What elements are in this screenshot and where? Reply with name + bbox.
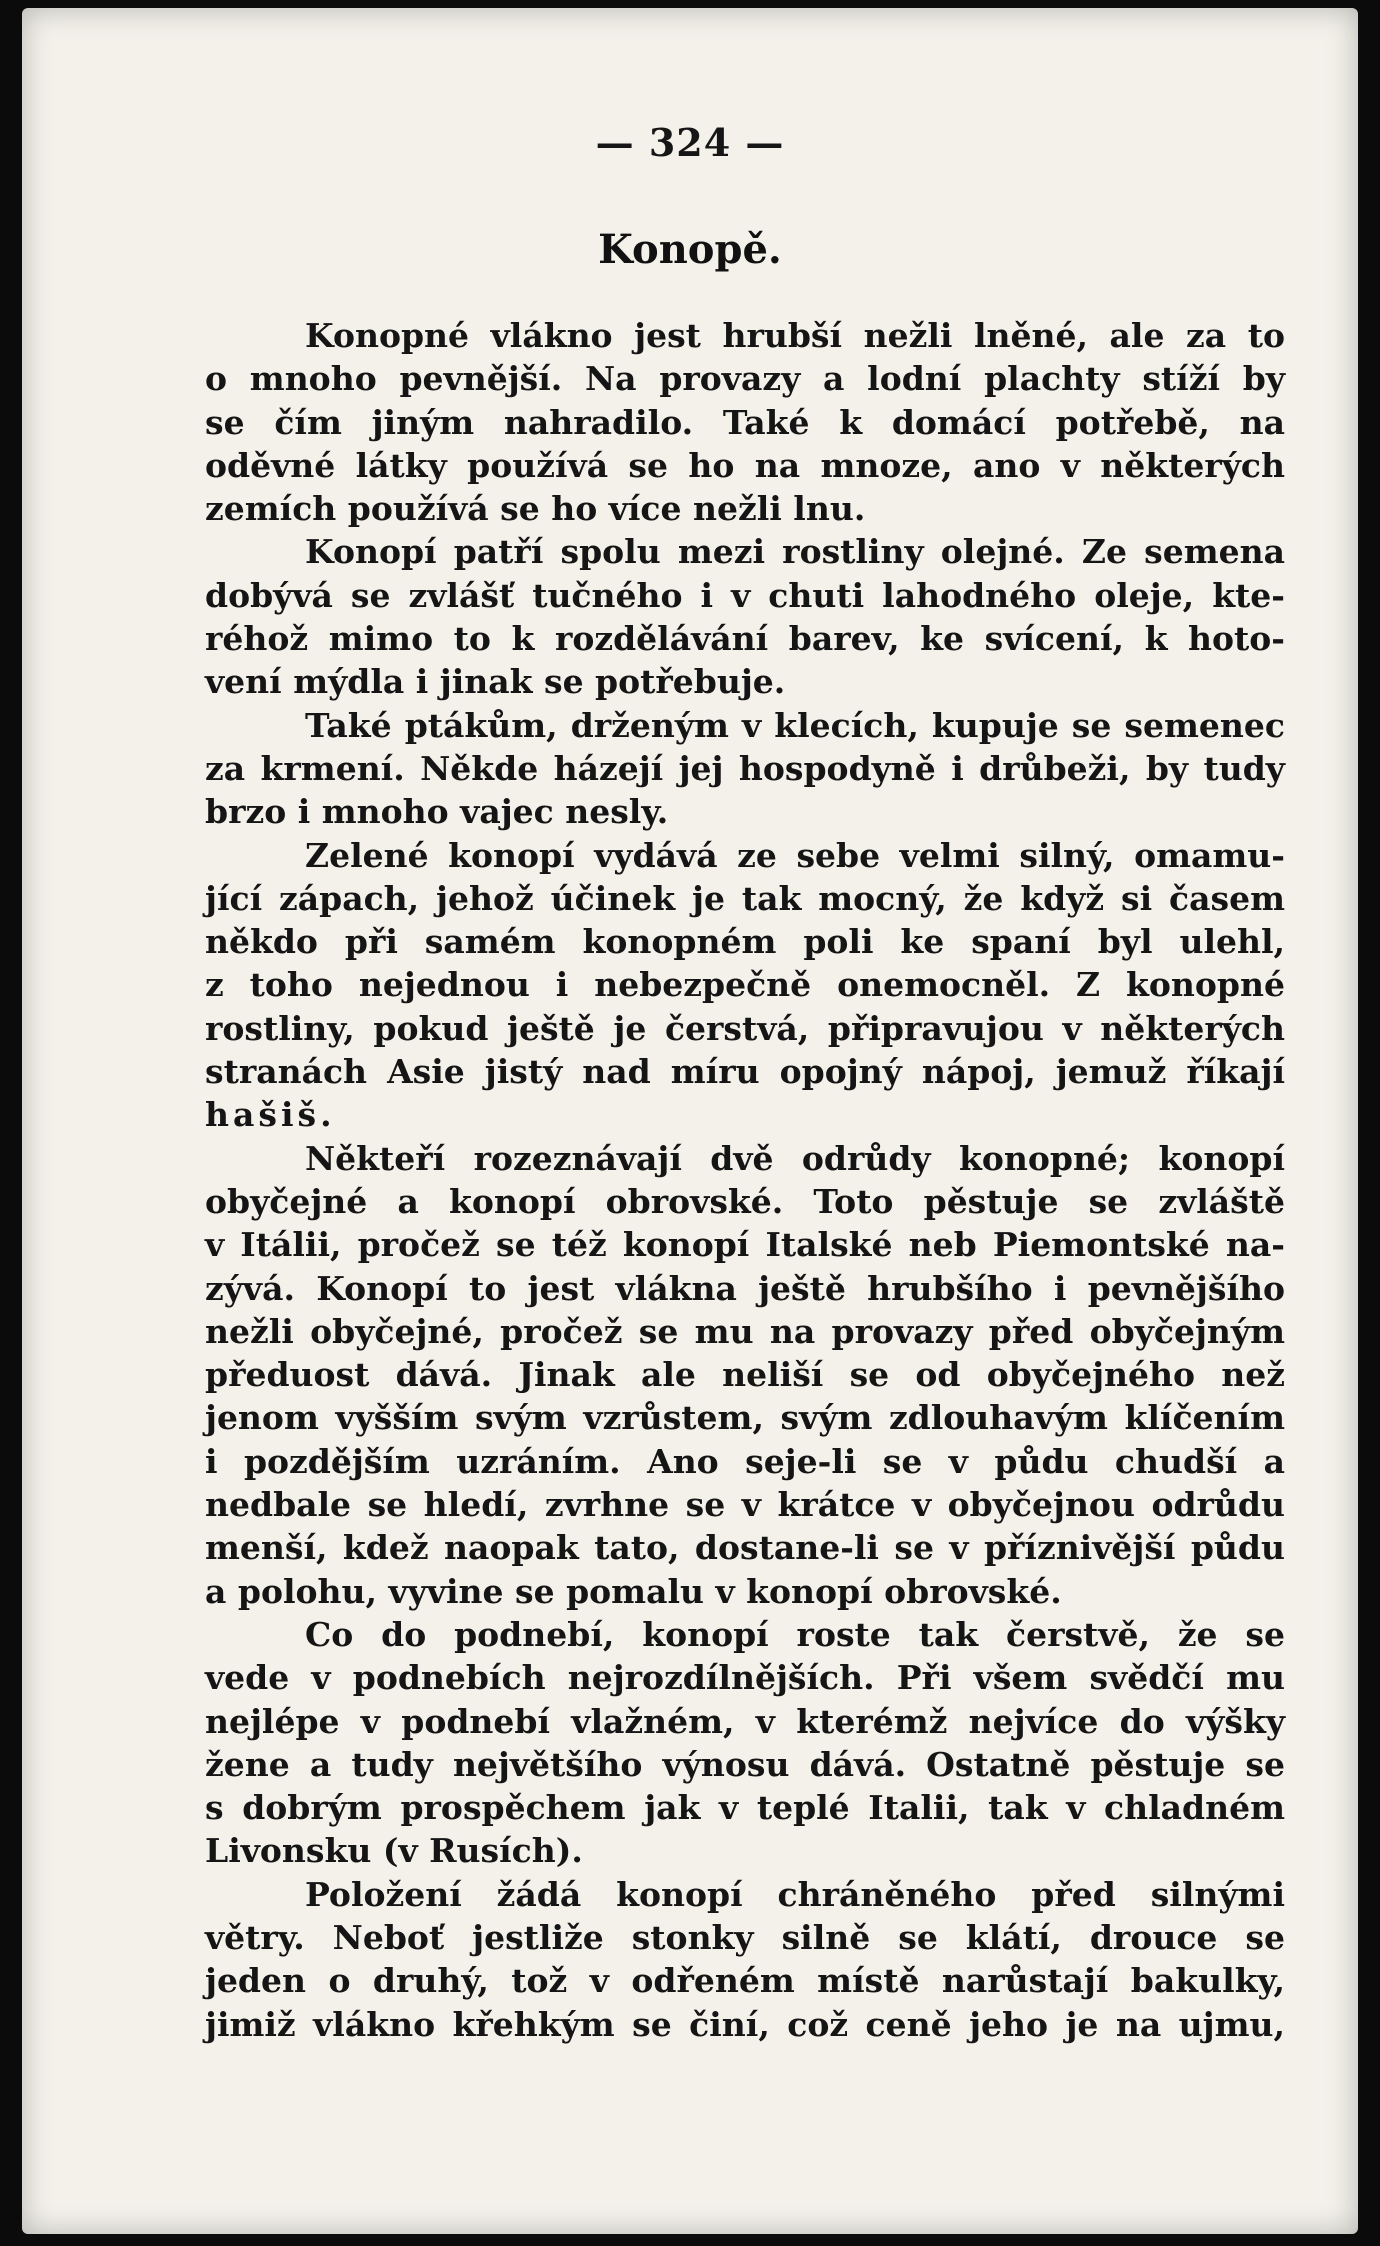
text-line: dobývá se zvlášť tučného i v chuti lahodného oleje, kte- bbox=[205, 575, 1285, 615]
text-line: jenom vyšším svým vzrůstem, svým zdlouhavým klíčením bbox=[205, 1398, 1285, 1438]
body-text bbox=[205, 314, 1285, 2046]
text-line: někdo při samém konopném poli ke spaní byl ulehl, bbox=[205, 922, 1285, 962]
text-line: a polohu, vyvine se pomalu v konopí obrovské. bbox=[205, 1571, 1062, 1611]
text-line: Položení žádá konopí chráněného před silnými bbox=[305, 1874, 1285, 1914]
text-line: Někteří rozeznávají dvě odrůdy konopné; konopí bbox=[305, 1138, 1285, 1178]
text-line: rostliny, pokud ještě je čerstvá, připravujou v některých bbox=[205, 1008, 1285, 1048]
text-line: vede v podnebích nejrozdílnějších. Při všem svědčí mu bbox=[205, 1658, 1285, 1698]
chapter-title: Konopě. bbox=[598, 226, 782, 273]
text-line: stranách Asie jistý nad míru opojný nápoj, jemuž říkají bbox=[205, 1052, 1285, 1092]
text-line: za krmení. Někde házejí jej hospodyně i drůbeži, by tudy bbox=[205, 748, 1285, 788]
text-line: réhož mimo to k rozdělávání barev, ke svícení, k hoto- bbox=[205, 619, 1285, 659]
text-line: Zelené konopí vydává ze sebe velmi silný, omamu- bbox=[305, 835, 1285, 875]
text-line: jimiž vlákno křehkým se činí, což ceně jeho je na ujmu, bbox=[205, 2004, 1285, 2044]
text-line: jeden o druhý, tož v odřeném místě narůstají bakulky, bbox=[205, 1961, 1285, 2001]
text-line: zemích používá se ho více nežli lnu. bbox=[205, 489, 866, 529]
text-line: z toho nejednou i nebezpečně onemocněl. Z konopné bbox=[205, 965, 1285, 1005]
text-line: vení mýdla i jinak se potřebuje. bbox=[205, 662, 786, 702]
text-line: nežli obyčejné, pročež se mu na provazy před obyčejným bbox=[205, 1311, 1285, 1351]
text-line: brzo i mnoho vajec nesly. bbox=[205, 792, 669, 832]
text-line: Konopí patří spolu mezi rostliny olejné. Ze semena bbox=[305, 532, 1285, 572]
text-line: v Itálii, pročež se též konopí Italské neb Piemontské na- bbox=[205, 1225, 1285, 1265]
text-line: s dobrým prospěchem jak v teplé Italii, tak v chladném bbox=[205, 1788, 1285, 1828]
page-number: — 324 — bbox=[595, 120, 785, 165]
text-line: žene a tudy největšího výnosu dává. Ostatně pěstuje se bbox=[205, 1744, 1285, 1784]
text-line: menší, kdež naopak tato, dostane-li se v příznivější půdu bbox=[205, 1528, 1285, 1568]
text-line: nejlépe v podnebí vlažném, v kterémž nejvíce do výšky bbox=[205, 1701, 1285, 1741]
text-line: Také ptákům, drženým v klecích, kupuje se semenec bbox=[305, 705, 1285, 745]
text-line: předuost dává. Jinak ale neliší se od obyčejného než bbox=[205, 1355, 1285, 1395]
text-line: i pozdějším uzráním. Ano seje-li se v půdu chudší a bbox=[205, 1441, 1285, 1481]
text-line: Konopné vlákno jest hrubší nežli lněné, ale za to bbox=[305, 316, 1285, 355]
text-line: obyčejné a konopí obrovské. Toto pěstuje se zvláště bbox=[205, 1181, 1285, 1221]
text-line: hašiš. bbox=[205, 1095, 336, 1135]
text-line: jící zápach, jehož účinek je tak mocný, že když si časem bbox=[205, 878, 1285, 918]
text-line: větry. Neboť jestliže stonky silně se klátí, drouce se bbox=[205, 1917, 1285, 1957]
text-line: o mnoho pevnější. Na provazy a lodní plachty stíží by bbox=[205, 359, 1285, 399]
book-page bbox=[22, 8, 1358, 2234]
text-line: nedbale se hledí, zvrhne se v krátce v obyčejnou odrůdu bbox=[205, 1485, 1285, 1525]
text-line: Livonsku (v Rusích). bbox=[205, 1831, 583, 1871]
text-line: zývá. Konopí to jest vlákna ještě hrubšího i pevnějšího bbox=[205, 1268, 1285, 1308]
text-line: oděvné látky používá se ho na mnoze, ano v některých bbox=[205, 445, 1285, 485]
text-line: se čím jiným nahradilo. Také k domácí potřebě, na bbox=[205, 402, 1285, 442]
text-line: Co do podnebí, konopí roste tak čerstvě, že se bbox=[305, 1614, 1285, 1654]
